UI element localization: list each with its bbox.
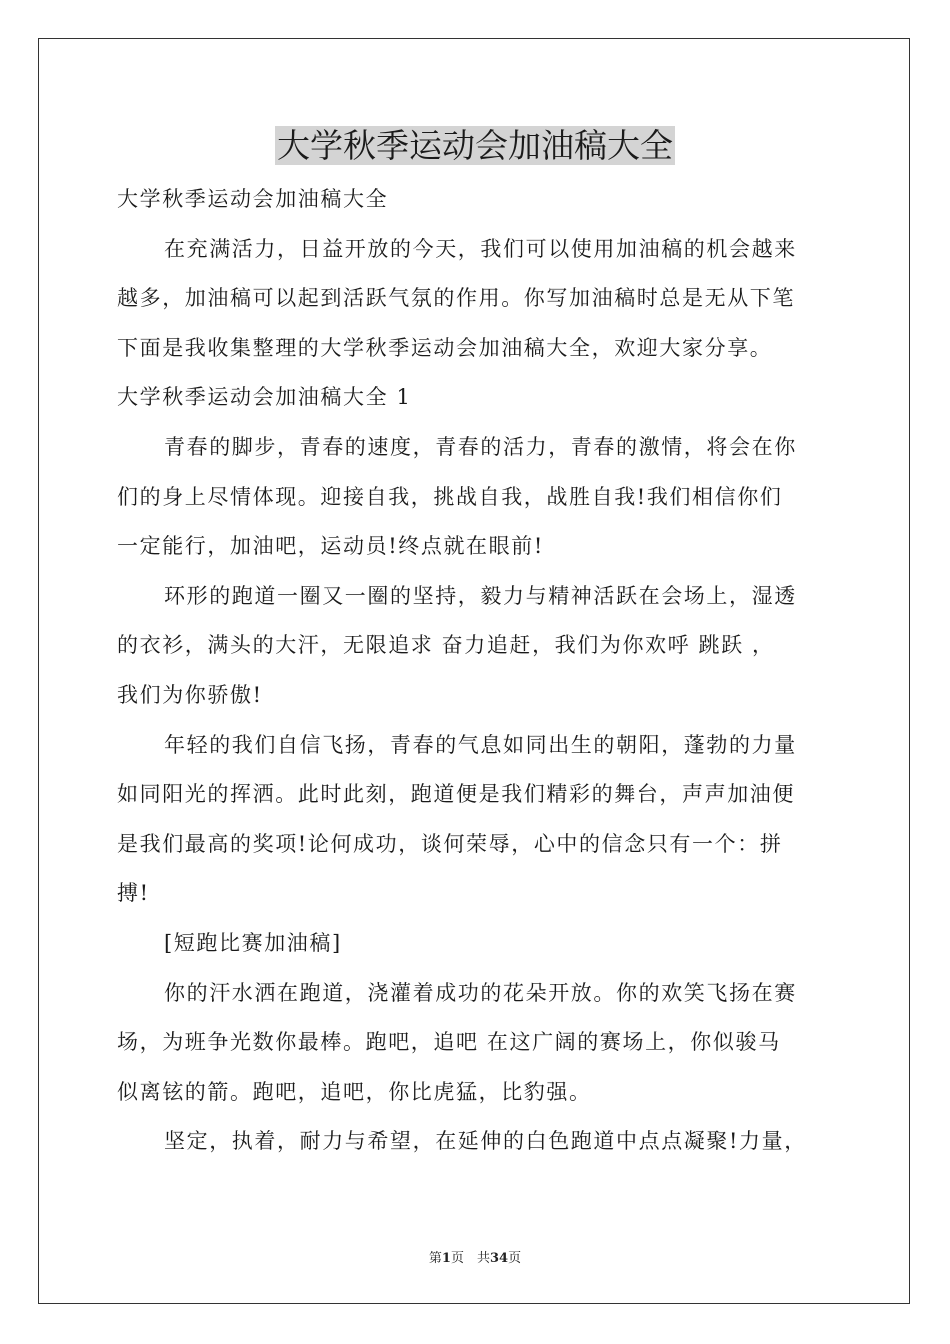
body-line: 青春的脚步，青春的速度，青春的活力，青春的激情，将会在你 [164, 434, 797, 459]
body-line: 的衣衫，满头的大汗，无限追求 奋力追赶，我们为你欢呼 跳跃 ， [117, 633, 775, 658]
body-line: 在充满活力，日益开放的今天，我们可以使用加油稿的机会越来 [164, 236, 797, 261]
body-line: 下面是我收集整理的大学秋季运动会加油稿大全，欢迎大家分享。 [117, 335, 773, 360]
body-line: 坚定，执着，耐力与希望，在延伸的白色跑道中点点凝聚!力量， [164, 1129, 807, 1154]
subsection-heading: [短跑比赛加油稿] [164, 930, 342, 955]
document-title [0, 122, 950, 170]
body-line: 如同阳光的挥洒。此时此刻，跑道便是我们精彩的舞台，声声加油便 [117, 782, 795, 807]
current-page-number: 1 [441, 1251, 451, 1266]
document-body [117, 175, 845, 1167]
body-line: 似离铉的箭。跑吧，追吧，你比虎猛，比豹强。 [117, 1079, 592, 1104]
footer-prefix: 第 [428, 1251, 442, 1266]
footer-suffix: 页 [508, 1251, 522, 1266]
total-page-count: 34 [489, 1251, 509, 1266]
body-line: 一定能行，加油吧，运动员!终点就在眼前! [117, 534, 544, 559]
body-line: 大学秋季运动会加油稿大全 [117, 187, 389, 211]
body-line: 搏! [117, 881, 150, 906]
document-title-text: 大学秋季运动会加油稿大全 [277, 126, 673, 165]
body-line: 是我们最高的奖项!论何成功，谈何荣辱，心中的信念只有一个：拼 [117, 831, 783, 856]
body-line: 我们为你骄傲! [117, 682, 263, 707]
body-line: 环形的跑道一圈又一圈的坚持，毅力与精神活跃在会场上，湿透 [164, 583, 797, 608]
body-line: 年轻的我们自信飞扬，青春的气息如同出生的朝阳，蓬勃的力量 [164, 732, 797, 757]
body-line: 场，为班争光数你最棒。跑吧，追吧 在这广阔的赛场上，你似骏马 [117, 1030, 781, 1055]
page-footer [0, 1247, 950, 1266]
footer-middle: 页 共 [450, 1251, 490, 1266]
section-heading: 大学秋季运动会加油稿大全 1 [117, 385, 412, 410]
body-line: 越多，加油稿可以起到活跃气氛的作用。你写加油稿时总是无从下笔 [117, 286, 795, 311]
body-line: 你的汗水洒在跑道，浇灌着成功的花朵开放。你的欢笑飞扬在赛 [164, 980, 797, 1005]
body-line: 们的身上尽情体现。迎接自我，挑战自我，战胜自我!我们相信你们 [117, 484, 783, 509]
